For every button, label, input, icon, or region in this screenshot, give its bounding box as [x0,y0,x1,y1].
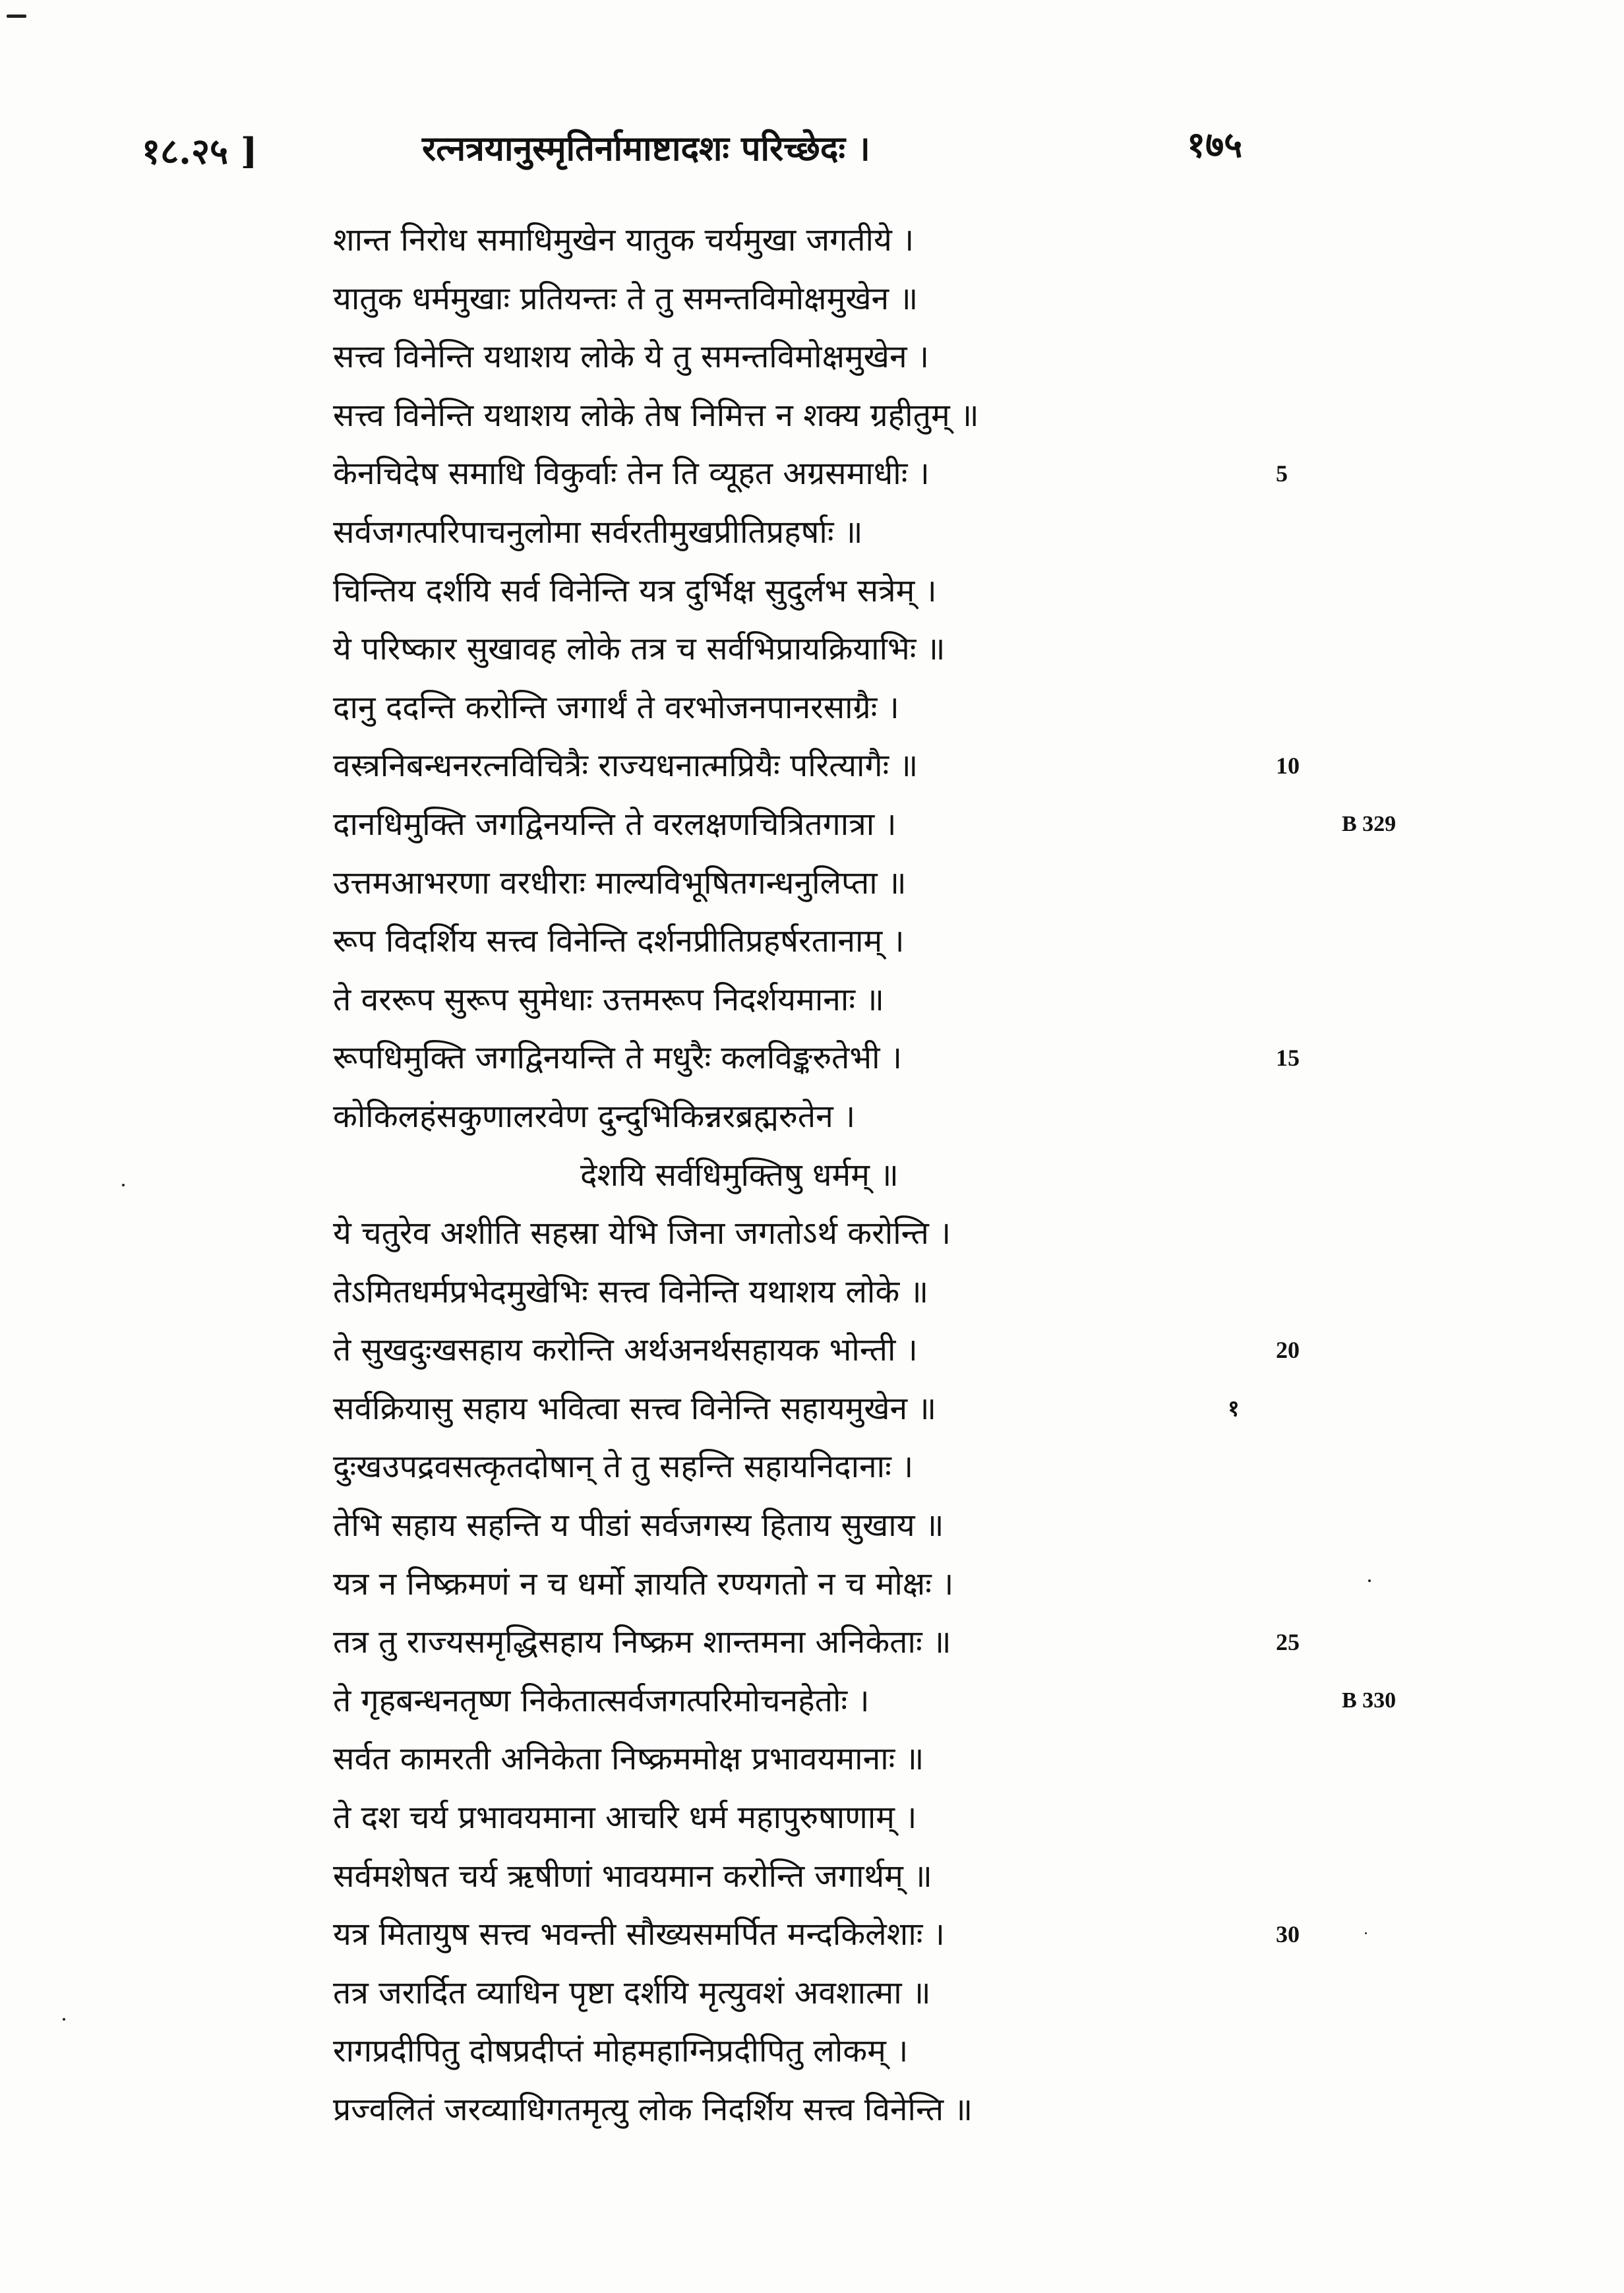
verse-text: ते दश चर्य प्रभावयमाना आचरि धर्म महापुरुषाणाम् । [333,1799,917,1837]
verse-text: चिन्तिय दर्शयि सर्व विनेन्ति यत्र दुर्भिक्ष सुदुर्लभ सत्रेम् । [333,572,937,609]
verse-text: सर्वक्रियासु सहाय भवित्वा सत्त्व विनेन्ति सहायमुखेन ॥ [333,1390,937,1427]
verse-line [0,211,1624,270]
manuscript-reference: B 330 [1342,1688,1397,1713]
verse-line [0,1029,1624,1087]
verse-line [0,620,1624,679]
line-number: 5 [1276,460,1288,487]
verse-text: केनचिदेष समाधि विकुर्वाः तेन ति व्यूहत अग्रसमाधीः । [333,455,930,493]
verse-line [0,1496,1624,1555]
verse-line [0,1847,1624,1906]
verse-text: सर्वमशेषत चर्य ऋषीणां भावयमान करोन्ति जगार्थम् ॥ [333,1857,932,1895]
verse-text: सर्वजगत्परिपाचनुलोमा सर्वरतीमुखप्रीतिप्रहर्षाः ॥ [333,513,863,551]
verse-text: यातुक धर्ममुखाः प्रतियन्तः ते तु समन्तविमोक्षमुखेन ॥ [333,280,918,317]
verse-text: शान्त निरोध समाधिमुखेन यातुक चर्यमुखा जगतीये । [333,222,915,259]
verse-line [0,444,1624,503]
verse-line [0,1263,1624,1322]
verse-line [0,2081,1624,2139]
verse-line [0,1964,1624,2023]
verse-line [0,2022,1624,2081]
line-number: 15 [1276,1045,1300,1072]
verse-text: दानु ददन्ति करोन्ति जगार्थं ते वरभोजनपानरसाग्रैः । [333,688,899,726]
verse-line [0,386,1624,445]
verse-text: देशयि सर्वधिमुक्तिषु धर्मम् ॥ [580,1156,899,1194]
verse-line [0,679,1624,737]
verse-text: सर्वत कामरती अनिकेता निष्क्रममोक्ष प्रभावयमानाः ॥ [333,1740,924,1778]
verse-line [0,737,1624,795]
verse-line [0,270,1624,328]
verse-text: प्रज्वलितं जरव्याधिगतमृत्यु लोक निदर्शिय सत्त्व विनेन्ति ॥ [333,2091,973,2128]
verse-text: दानधिमुक्ति जगद्विनयन्ति ते वरलक्षणचित्रितगात्रा । [333,805,897,843]
footnote-marker: १ [1228,1395,1240,1422]
verse-line [0,854,1624,913]
verse-text: रागप्रदीपितु दोषप्रदीप्तं मोहमहाग्निप्रदीपितु लोकम् । [333,2033,909,2070]
verse-line [0,1672,1624,1730]
verse-line [0,562,1624,621]
verse-line [0,1087,1624,1146]
section-reference: १८.२५ ] [142,130,258,172]
manuscript-reference: B 329 [1342,811,1397,836]
verse-text: रूपधिमुक्ति जगद्विनयन्ति ते मधुरैः कलविङ्करुतेभी । [333,1039,903,1077]
verse-text: ते सुखदुःखसहाय करोन्ति अर्थअनर्थसहायक भोन्ती । [333,1331,918,1369]
verse-text: सत्त्व विनेन्ति यथाशय लोके तेष निमित्त न शक्य ग्रहीतुम् ॥ [333,396,979,434]
chapter-title: रत्नत्रयानुस्मृतिर्नामाष्टादशः परिच्छेदः । [422,129,870,169]
scan-speck [7,15,26,18]
verse-text: दुःखउपद्रवसत्कृतदोषान् ते तु सहन्ति सहायनिदानाः । [333,1448,914,1486]
verse-line [0,503,1624,562]
line-number: 30 [1276,1921,1300,1948]
line-number: 10 [1276,752,1300,780]
verse-block [0,211,1624,2139]
verse-text: कोकिलहंसकुणालरवेण दुन्दुभिकिन्नरब्रह्मरुतेन । [333,1097,856,1135]
running-header [0,119,1624,178]
verse-text: तत्र तु राज्यसमृद्धिसहाय निष्क्रम शान्तमना अनिकेताः ॥ [333,1624,951,1661]
verse-text: ते गृहबन्धनतृष्ण निकेतात्सर्वजगत्परिमोचनहेतोः । [333,1682,870,1719]
verse-line [0,1555,1624,1614]
verse-line [0,971,1624,1029]
verse-line [0,1789,1624,1847]
line-number: 25 [1276,1629,1300,1656]
verse-line [0,1204,1624,1263]
verse-line [0,912,1624,971]
verse-text: तेऽमितधर्मप्रभेदमुखेभिः सत्त्व विनेन्ति यथाशय लोके ॥ [333,1273,929,1310]
verse-line [0,1613,1624,1672]
verse-text: तेभि सहाय सहन्ति य पीडां सर्वजगस्य हिताय सुखाय ॥ [333,1507,944,1544]
verse-text: यत्र मितायुष सत्त्व भवन्ती सौख्यसमर्पित मन्दकिलेशाः । [333,1916,945,1953]
verse-text: वस्त्रनिबन्धनरत्नविचित्रैः राज्यधनात्मप्रियैः परित्यागैः ॥ [333,747,918,785]
verse-text: ये परिष्कार सुखावह लोके तत्र च सर्वभिप्रायक्रियाभिः ॥ [333,630,946,668]
verse-text: उत्तमआभरणा वरधीराः माल्यविभूषितगन्धनुलिप्ता ॥ [333,864,907,902]
page-number: १७५ [1187,123,1243,166]
verse-line [0,1905,1624,1964]
verse-line [0,1146,1624,1205]
verse-text: यत्र न निष्क्रमणं न च धर्मो ज्ञायति रण्यगतो न च मोक्षः । [333,1565,954,1603]
verse-text: ते वररूप सुरूप सुमेधाः उत्तमरूप निदर्शयमानाः ॥ [333,981,885,1018]
verse-line [0,795,1624,854]
verse-line [0,1321,1624,1380]
verse-line [0,1380,1624,1438]
line-number: 20 [1276,1337,1300,1364]
verse-text: सत्त्व विनेन्ति यथाशय लोके ये तु समन्तविमोक्षमुखेन । [333,338,930,376]
verse-line [0,1730,1624,1789]
verse-line [0,1438,1624,1496]
verse-text: ये चतुरेव अशीति सहस्रा येभि जिना जगतोऽर्थ करोन्ति । [333,1215,951,1252]
verse-line [0,328,1624,386]
verse-text: रूप विदर्शिय सत्त्व विनेन्ति दर्शनप्रीतिप्रहर्षरतानाम् । [333,923,905,960]
verse-text: तत्र जरार्दित व्याधिन पृष्टा दर्शयि मृत्युवशं अवशात्मा ॥ [333,1974,931,2011]
